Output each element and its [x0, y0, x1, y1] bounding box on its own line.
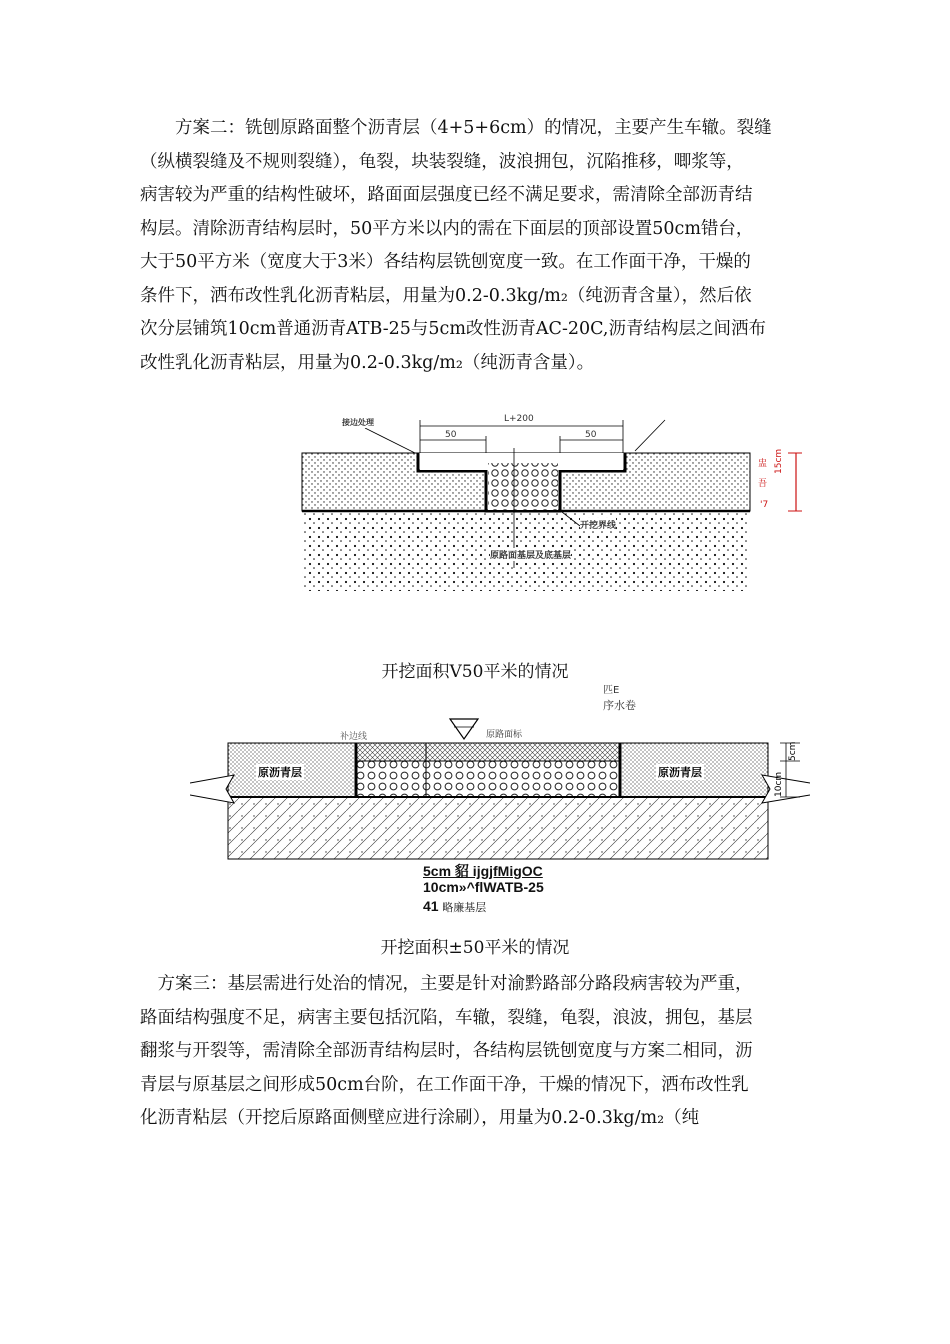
- label-excavation-line: 开挖界线: [580, 518, 616, 531]
- figure2-caption: 开挖面积±50平米的情况: [380, 938, 570, 958]
- text-line: 构层。清除沥青结构层时，50平方米以内的需在下面层的顶部设置50cm错台，: [140, 218, 754, 239]
- legend-number: 41: [423, 898, 439, 914]
- label-dim-5cm: 5cm: [788, 741, 798, 761]
- label-side-c: 吾: [758, 479, 768, 489]
- figure-small-excavation: [290, 408, 810, 598]
- figure-large-excavation: [190, 715, 810, 860]
- text-line: 翻浆与开裂等，需清除全部沥青结构层时，各结构层铣刨宽度与方案二相同，沥: [140, 1041, 753, 1061]
- label-original-layer-left: 原沥青层: [258, 766, 302, 779]
- legend-item-base: [423, 898, 486, 915]
- label-road-surface: 原路面标: [486, 730, 523, 740]
- label-left-step: 50: [445, 430, 457, 440]
- label-dim-10cm: 10cm: [774, 771, 784, 797]
- label-edge-line: 补边线: [340, 732, 368, 742]
- text-line: 大于50平方米（宽度大于3米）各结构层铣刨宽度一致。在工作面干净，干燥的: [140, 252, 751, 272]
- text-line: 病害较为严重的结构性破坏，路面面层强度已经不满足要求，需清除全部沥青结: [140, 185, 753, 205]
- text-line: 方案三：基层需进行处治的情况，主要是针对渝黔路部分路段病害较为严重，: [140, 974, 753, 994]
- text-line: 次分层铺筑10cm普通沥青ATB-25与5cm改性沥青AC-20C,沥青结构层之间洒布: [140, 319, 766, 339]
- legend-base-text: 略廉基层: [442, 901, 487, 914]
- figure-small-excavation-drawing: [290, 408, 810, 598]
- text-line: 青层与原基层之间形成50cm台阶，在工作面干净，干燥的情况下，洒布改性乳: [140, 1074, 749, 1095]
- label-edge-treatment: 接边处理: [342, 418, 374, 427]
- label-original-layer-right: 原沥青层: [658, 766, 702, 779]
- legend-item-ac20c: 5cm 貂 ijgjfMigOC: [423, 863, 543, 879]
- text-line: 化沥青粘层（开挖后原路面侧壁应进行涂刷），用量为0.2-0.3kg/m₂（纯: [140, 1108, 700, 1128]
- label-thickness: 15cm: [774, 448, 784, 474]
- text-line: 改性乳化沥青粘层，用量为0.2-0.3kg/m₂（纯沥青含量）。: [140, 352, 595, 373]
- label-side-a: 盅: [758, 459, 768, 469]
- label-side-b: '7: [760, 500, 769, 510]
- text-line: （纵横裂缝及不规则裂缝），龟裂，块装裂缝，波浪拥包，沉陷推移，唧浆等，: [140, 151, 744, 172]
- paragraph-plan-two: [140, 112, 830, 380]
- text-line: 路面结构强度不足，病害主要包括沉陷，车辙，裂缝，龟裂，浪波，拥包，基层: [140, 1007, 753, 1028]
- paragraph-plan-three: [140, 968, 830, 1136]
- figure1-caption: 开挖面积V50平米的情况: [381, 662, 569, 682]
- legend-item-atb25: 10cm»^flWATB-25: [423, 879, 544, 895]
- note-1: 匹E: [603, 685, 620, 696]
- note-2: 序水卷: [603, 699, 636, 712]
- text-line: 条件下，洒布改性乳化沥青粘层，用量为0.2-0.3kg/m₂（纯沥青含量），然后依: [140, 285, 752, 306]
- text-line: 方案二：铣刨原路面整个沥青层（4+5+6cm）的情况，主要产生车辙。裂缝: [140, 118, 772, 138]
- label-base-layers: 原路面基层及底基层: [490, 548, 571, 561]
- label-right-step: 50: [585, 430, 597, 440]
- label-span: L+200: [504, 414, 534, 424]
